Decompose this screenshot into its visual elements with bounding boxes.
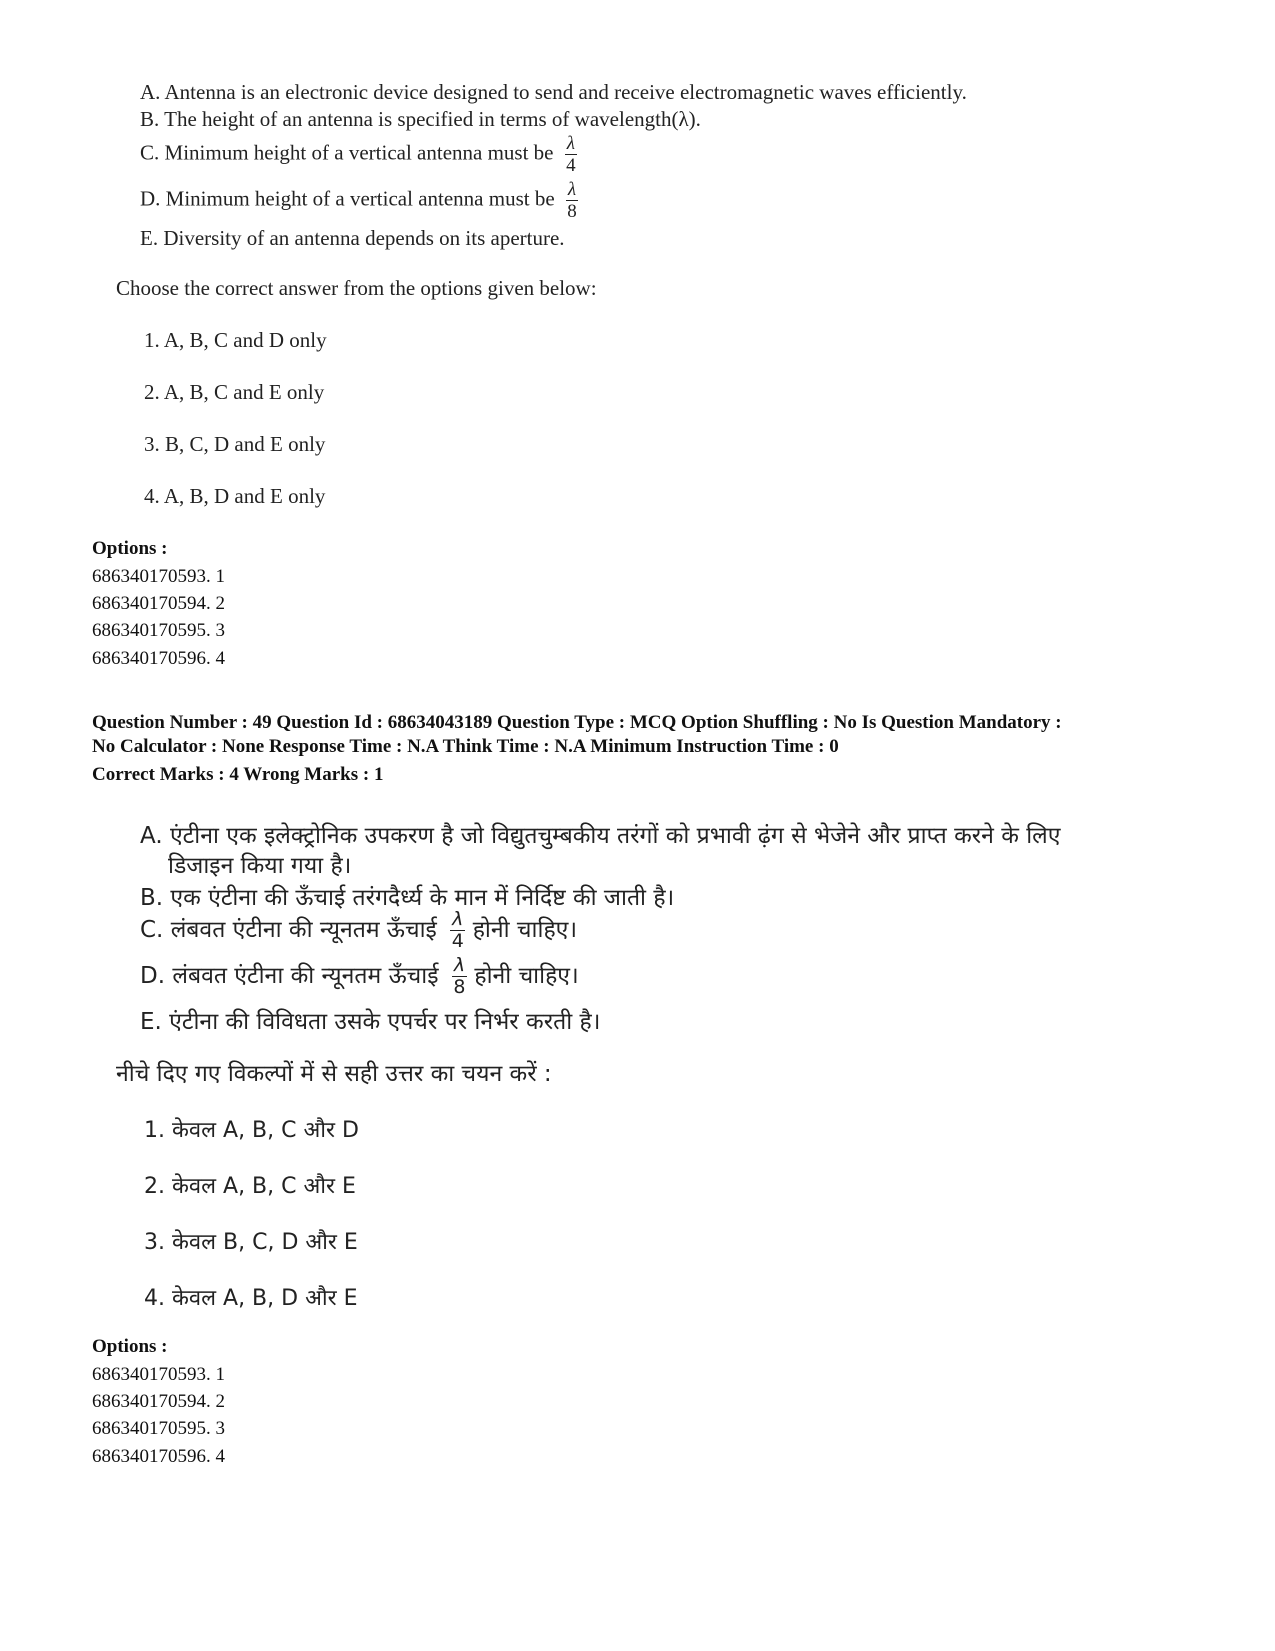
hindi-answer-option-4[interactable]: 4. केवल A, B, D और E — [144, 1286, 358, 1311]
hindi-statement-d — [140, 956, 579, 997]
statement-text: लंबवत एंटीना की न्यूनतम ऊँचाई — [170, 917, 437, 943]
hindi-answer-option-3[interactable]: 3. केवल B, C, D और E — [144, 1230, 358, 1255]
hindi-statement-e — [140, 1004, 600, 1036]
statement-label: A. — [140, 823, 163, 849]
fraction-numerator: λ — [453, 954, 466, 976]
statement-text-after: होनी चाहिए। — [474, 963, 579, 989]
options-heading: Options : — [92, 538, 168, 559]
statement-a — [140, 80, 967, 105]
statement-text: एक एंटीना की ऊँचाई तरंगदैर्ध्य के मान में निर्दिष्ट की जाती है। — [170, 885, 675, 911]
answer-option-1[interactable]: 1. A, B, C and D only — [144, 328, 327, 352]
statement-label: D. — [140, 963, 166, 989]
statement-label: C. — [140, 140, 160, 165]
statement-text: Antenna is an electronic device designed to send and receive electromagnetic waves efficiently. — [164, 80, 967, 104]
fraction-denominator: 4 — [566, 155, 576, 176]
hindi-answer-option-1[interactable]: 1. केवल A, B, C और D — [144, 1118, 359, 1143]
lambda-over-8-fraction — [566, 180, 578, 221]
question-header-line1: Question Number : 49 Question Id : 68634043189 Question Type : MCQ Option Shuffling : No Is Question Mandatory : — [92, 712, 1062, 733]
statement-c — [140, 134, 577, 175]
fraction-numerator: λ — [567, 179, 577, 200]
option-id: 686340170593. 1 — [92, 566, 225, 587]
option-id: 686340170595. 3 — [92, 620, 225, 641]
question-header-line2: No Calculator : None Response Time : N.A Think Time : N.A Minimum Instruction Time : 0 — [92, 736, 839, 757]
statement-text: Diversity of an antenna depends on its aperture. — [163, 226, 565, 250]
marks-line: Correct Marks : 4 Wrong Marks : 1 — [92, 764, 384, 785]
options-heading: Options : — [92, 1336, 168, 1357]
hindi-statement-b — [140, 880, 674, 912]
hindi-statement-a-cont: डिजाइन किया गया है। — [168, 853, 352, 879]
statement-b — [140, 107, 701, 132]
hindi-choose-instruction: नीचे दिए गए विकल्पों में से सही उत्तर का चयन करें : — [116, 1061, 552, 1087]
fraction-denominator: 8 — [453, 976, 466, 998]
answer-option-3[interactable]: 3. B, C, D and E only — [144, 432, 326, 456]
statement-label: C. — [140, 917, 164, 943]
statement-label: D. — [140, 186, 161, 211]
option-id: 686340170593. 1 — [92, 1364, 225, 1385]
choose-instruction: Choose the correct answer from the options given below: — [116, 276, 597, 300]
statement-text: एंटीना की विविधता उसके एपर्चर पर निर्भर करती है। — [169, 1009, 601, 1035]
statement-text: लंबवत एंटीना की न्यूनतम ऊँचाई — [172, 963, 439, 989]
option-id: 686340170595. 3 — [92, 1418, 225, 1439]
hindi-statement-a — [140, 818, 1061, 850]
answer-option-2[interactable]: 2. A, B, C and E only — [144, 380, 325, 404]
statement-text: The height of an antenna is specified in terms of wavelength(λ). — [164, 107, 701, 131]
lambda-over-8-fraction — [452, 956, 467, 997]
answer-option-4[interactable]: 4. A, B, D and E only — [144, 484, 326, 508]
lambda-over-4-fraction — [450, 910, 465, 951]
hindi-statement-c — [140, 910, 577, 951]
fraction-denominator: 8 — [567, 201, 577, 222]
statement-d — [140, 180, 578, 221]
statement-text-after: होनी चाहिए। — [472, 917, 578, 943]
option-id: 686340170596. 4 — [92, 648, 225, 669]
lambda-over-4-fraction — [565, 134, 577, 175]
statement-label: A. — [140, 80, 161, 104]
option-id: 686340170594. 2 — [92, 1391, 225, 1412]
option-id: 686340170594. 2 — [92, 593, 225, 614]
fraction-numerator: λ — [566, 133, 575, 154]
fraction-numerator: λ — [452, 908, 464, 930]
statement-e — [140, 226, 565, 251]
statement-label: E. — [140, 226, 159, 250]
hindi-answer-option-2[interactable]: 2. केवल A, B, C और E — [144, 1174, 356, 1199]
statement-text: एंटीना एक इलेक्ट्रोनिक उपकरण है जो विद्युतचुम्बकीय तरंगों को प्रभावी ढ़ंग से भेजेने और प्राप्त करने के लिए — [169, 823, 1061, 849]
option-id: 686340170596. 4 — [92, 1446, 225, 1467]
statement-label: E. — [140, 1009, 162, 1035]
statement-text: Minimum height of a vertical antenna must be — [164, 140, 554, 165]
statement-label: B. — [140, 885, 164, 911]
fraction-denominator: 4 — [451, 930, 464, 952]
statement-label: B. — [140, 107, 160, 131]
statement-text: Minimum height of a vertical antenna must be — [165, 186, 555, 211]
